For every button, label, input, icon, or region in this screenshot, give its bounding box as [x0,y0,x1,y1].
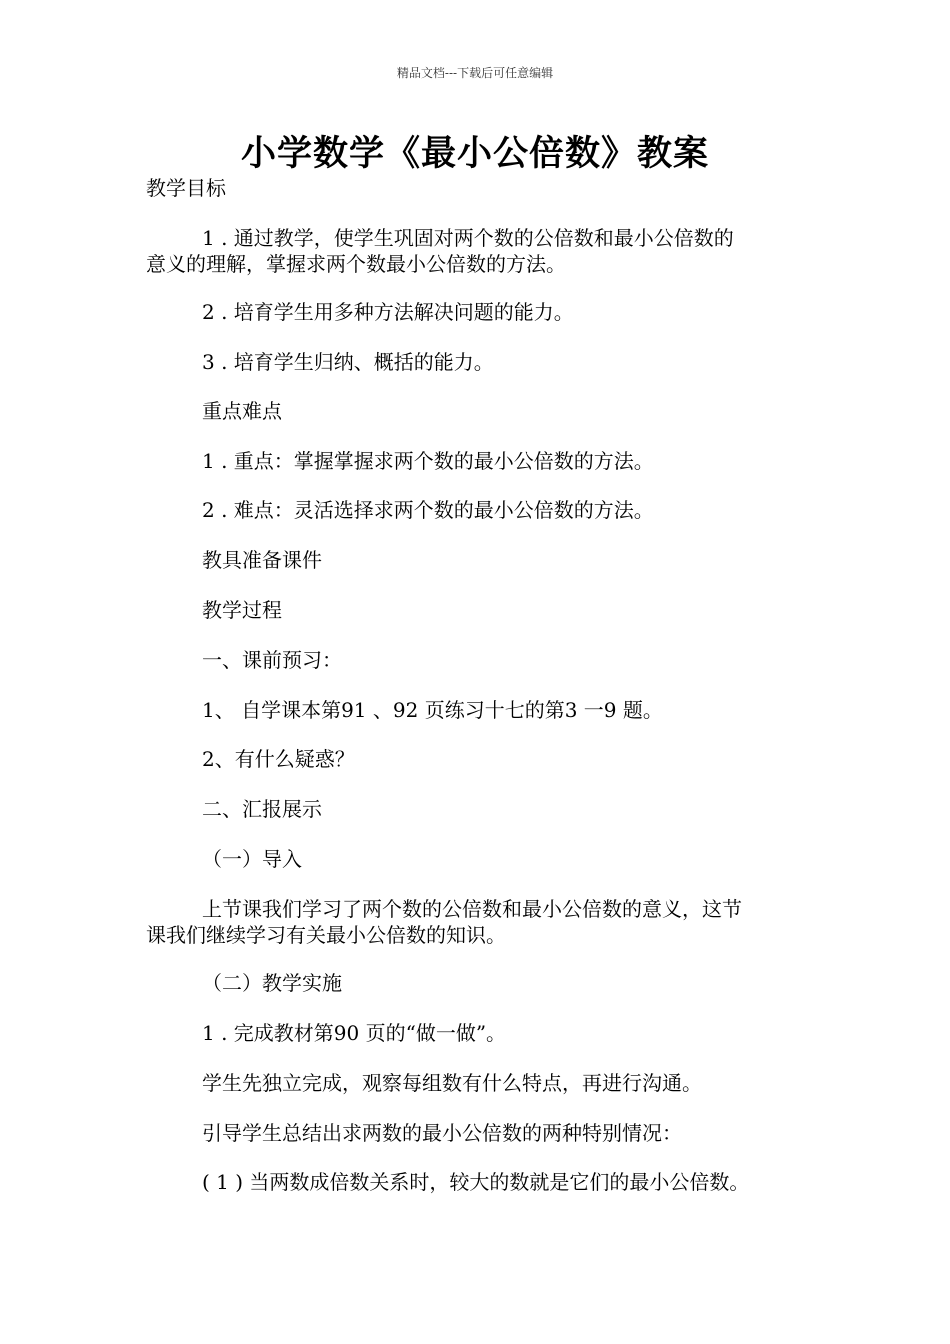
document-title: 小学数学《最小公倍数》教案 [240,133,709,174]
goal-1-line-2: 意义的理解，掌握求两个数最小公倍数的方法。 [146,252,566,276]
goal-3: 3 . 培育学生归纳、概括的能力。 [202,350,494,374]
part-1-item-2: 2、有什么疑惑？ [202,747,355,771]
sub-section-1-heading: （一）导入 [202,847,302,871]
intro-line-2: 课我们继续学习有关最小公倍数的知识。 [146,923,506,947]
step-1-guide: 引导学生总结出求两数的最小公倍数的两种特别情况： [202,1121,682,1145]
step-1: 1 . 完成教材第90 页的“做一做”。 [202,1021,507,1045]
key-point-1: 1 . 重点：掌握掌握求两个数的最小公倍数的方法。 [202,449,654,473]
part-1-heading: 一、课前预习： [202,648,342,672]
part-1-item-1: 1、 自学课本第91 、92 页练习十七的第3 一9 题。 [202,698,663,722]
goal-1-paragraph [146,225,816,277]
key-point-2: 2 . 难点：灵活选择求两个数的最小公倍数的方法。 [202,498,654,522]
goal-1-line-1: 1 . 通过教学，使学生巩固对两个数的公倍数和最小公倍数的 [202,226,734,250]
intro-line-1: 上节课我们学习了两个数的公倍数和最小公倍数的意义，这节 [202,897,742,921]
section-goals-heading: 教学目标 [146,176,226,200]
header-note: 精品文档---下载后可任意编辑 [396,66,554,80]
section-process-heading: 教学过程 [202,598,282,622]
case-1: ( 1 ) 当两数成倍数关系时，较大的数就是它们的最小公倍数。 [202,1170,750,1194]
step-1-note: 学生先独立完成，观察每组数有什么特点，再进行沟通。 [202,1071,702,1095]
section-key-points-heading: 重点难点 [202,399,282,423]
intro-paragraph [146,896,816,948]
teaching-tools: 教具准备课件 [202,548,322,572]
goal-2: 2 . 培育学生用多种方法解决问题的能力。 [202,300,574,324]
sub-section-2-heading: （二）教学实施 [202,971,342,995]
part-2-heading: 二、汇报展示 [202,797,322,821]
